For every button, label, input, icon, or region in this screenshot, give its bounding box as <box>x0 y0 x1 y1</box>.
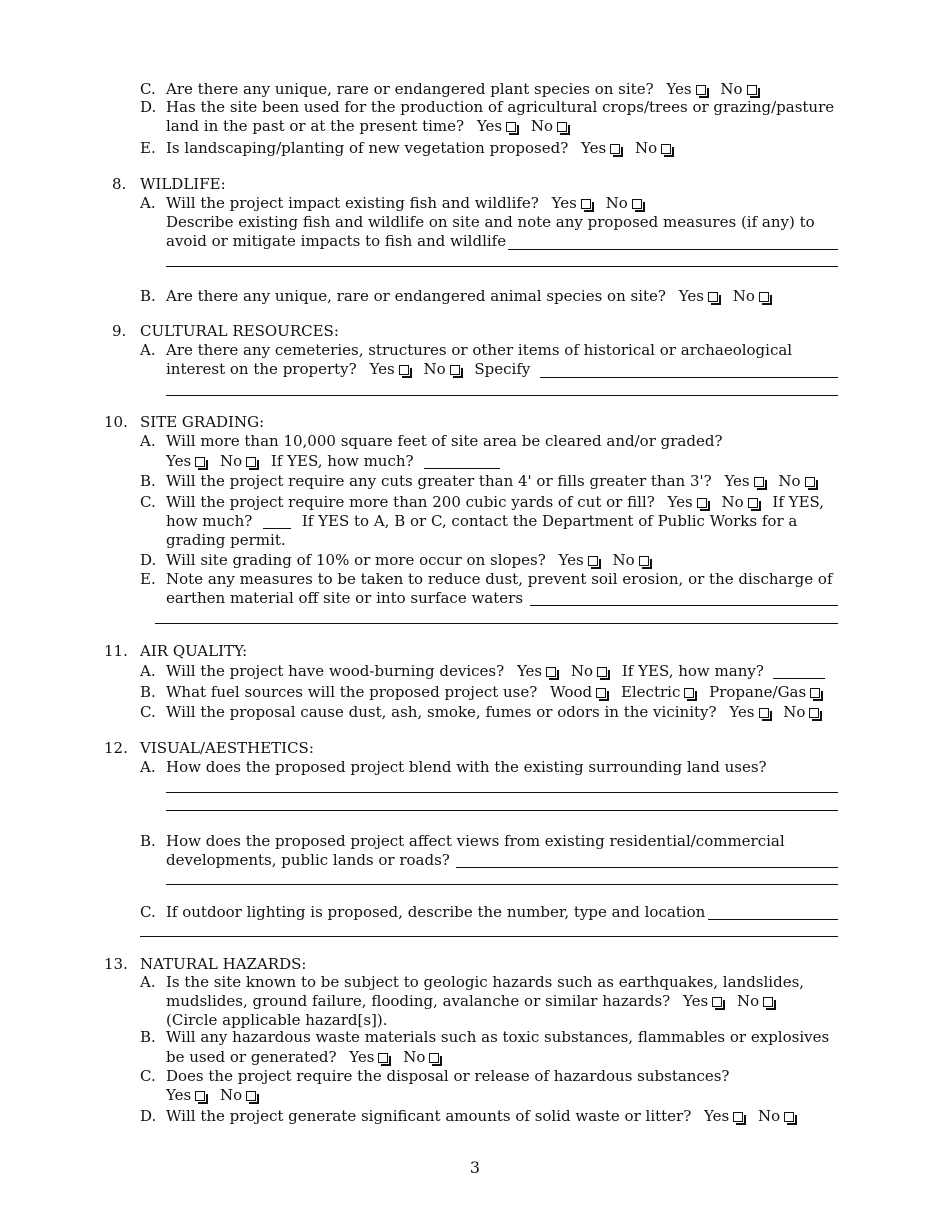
question-7c <box>140 80 759 99</box>
question-13c <box>140 1067 729 1086</box>
question-8a-desc-line2 <box>166 232 506 251</box>
question-13d <box>140 1107 796 1126</box>
question-text: Has the site been used for the production of agricultural crops/trees or grazing/pasture <box>166 98 835 116</box>
question-13c-line2 <box>166 1086 258 1105</box>
yes-label: Yes <box>551 194 577 212</box>
no-label: No <box>403 1048 426 1066</box>
question-8b <box>140 287 771 306</box>
question-text: Will any hazardous waste materials such as toxic substances, flammables or explosives <box>166 1028 830 1046</box>
question-text: how much? <box>166 512 253 530</box>
question-10c-line3 <box>166 531 286 550</box>
question-text: Will more than 10,000 square feet of site area be cleared and/or graded? <box>166 432 723 450</box>
no-checkbox[interactable] <box>246 1091 256 1101</box>
no-label: No <box>720 80 743 98</box>
question-text: Will the proposal cause dust, ash, smoke, fumes or odors in the vicinity? <box>166 703 717 721</box>
question-12b <box>140 832 785 851</box>
item-letter: A. <box>140 432 156 450</box>
how-many-field[interactable] <box>773 664 825 679</box>
item-letter: A. <box>140 341 156 359</box>
question-text: Are there any cemeteries, structures or other items of historical or archaeological <box>166 341 793 359</box>
no-label: No <box>423 360 446 378</box>
question-10b <box>140 472 817 491</box>
no-label: No <box>736 992 760 1010</box>
answer-line[interactable] <box>166 792 838 793</box>
question-11a <box>140 662 825 681</box>
yes-label: Yes <box>166 1086 192 1104</box>
question-10c-line2 <box>166 512 797 531</box>
answer-line[interactable] <box>166 884 838 885</box>
question-13b-line2 <box>166 1048 441 1067</box>
question-text: Are there any unique, rare or endangered animal species on site? <box>166 287 666 305</box>
ifyes-label: If YES, how much? <box>270 452 414 470</box>
section-10-heading <box>104 413 264 432</box>
section-13-heading <box>104 955 306 974</box>
yes-label: Yes <box>678 287 704 305</box>
no-checkbox[interactable] <box>759 292 769 302</box>
section-title: NATURAL HAZARDS: <box>140 955 307 973</box>
yes-checkbox[interactable] <box>610 144 620 154</box>
yes-label: Yes <box>558 551 584 569</box>
item-letter: B. <box>140 832 156 850</box>
section-number: 11. <box>104 642 128 660</box>
page-number: 3 <box>469 1158 481 1177</box>
no-checkbox[interactable] <box>784 1112 794 1122</box>
no-checkbox[interactable] <box>747 85 757 95</box>
no-label: No <box>605 194 628 212</box>
electric-checkbox[interactable] <box>684 688 694 698</box>
question-8a-desc <box>166 213 815 232</box>
item-letter: D. <box>140 1107 157 1125</box>
item-letter: A. <box>140 758 156 776</box>
question-11c <box>140 703 821 722</box>
question-text: Describe existing fish and wildlife on site and note any proposed measures (if any) to <box>166 213 815 231</box>
yes-checkbox[interactable] <box>733 1112 743 1122</box>
question-text: Is the site known to be subject to geologic hazards such as earthquakes, landslides, <box>166 973 805 991</box>
yes-label: Yes <box>667 493 693 511</box>
yes-label: Yes <box>369 360 395 378</box>
question-text: How does the proposed project blend with the existing surrounding land uses? <box>166 758 767 776</box>
how-much-field[interactable] <box>263 514 291 529</box>
question-text: grading permit. <box>166 531 286 549</box>
question-text: mudslides, ground failure, flooding, avalanche or similar hazards? <box>166 992 671 1010</box>
answer-line[interactable] <box>456 867 838 868</box>
question-7d <box>140 98 834 117</box>
yes-checkbox[interactable] <box>696 85 706 95</box>
answer-line[interactable] <box>508 249 838 250</box>
yes-checkbox[interactable] <box>588 556 598 566</box>
item-letter: B. <box>140 472 156 490</box>
yes-label: Yes <box>516 662 543 680</box>
yes-label: Yes <box>581 139 607 157</box>
section-9-heading <box>112 322 339 341</box>
question-10c <box>140 493 824 512</box>
yes-label: Yes <box>666 80 692 98</box>
item-letter: B. <box>140 287 156 305</box>
answer-line[interactable] <box>140 936 838 937</box>
answer-line[interactable] <box>166 266 838 267</box>
question-text: interest on the property? <box>166 360 357 378</box>
section-11-heading <box>104 642 247 661</box>
question-10a <box>140 432 723 451</box>
no-label: No <box>635 139 658 157</box>
specify-label: Specify <box>474 360 531 378</box>
yes-checkbox[interactable] <box>759 708 769 718</box>
ifyes-label: If YES, how many? <box>621 662 764 680</box>
item-letter: E. <box>140 570 156 588</box>
section-title: WILDLIFE: <box>140 175 226 193</box>
no-checkbox[interactable] <box>429 1053 439 1063</box>
specify-line[interactable] <box>540 377 838 378</box>
section-12-heading <box>104 739 314 758</box>
no-label: No <box>732 287 755 305</box>
question-text: Will the project require more than 200 cubic yards of cut or fill? <box>166 493 655 511</box>
question-9a <box>140 341 792 360</box>
question-text: If YES to A, B or C, contact the Department of Public Works for a <box>301 512 798 530</box>
no-label: No <box>612 551 635 569</box>
question-11b <box>140 683 822 702</box>
question-10e <box>140 570 833 589</box>
item-letter: E. <box>140 139 156 157</box>
question-text: How does the proposed project affect views from existing residential/commercial <box>166 832 785 850</box>
section-title: VISUAL/AESTHETICS: <box>140 739 314 757</box>
item-letter: C. <box>140 1067 156 1085</box>
question-12c <box>140 903 705 922</box>
section-number: 13. <box>104 955 128 973</box>
question-text: avoid or mitigate impacts to fish and wildlife <box>166 232 507 250</box>
question-text: Will the project impact existing fish and wildlife? <box>166 194 539 212</box>
section-8-heading <box>112 175 226 194</box>
question-text: If outdoor lighting is proposed, describe the number, type and location <box>166 903 706 921</box>
no-checkbox[interactable] <box>450 365 460 375</box>
yes-checkbox[interactable] <box>581 199 591 209</box>
item-letter: B. <box>140 683 156 701</box>
no-checkbox[interactable] <box>661 144 671 154</box>
section-title: CULTURAL RESOURCES: <box>140 322 339 340</box>
no-label: No <box>219 1086 243 1104</box>
item-letter: A. <box>140 662 156 680</box>
how-much-field[interactable] <box>424 454 500 469</box>
yes-checkbox[interactable] <box>506 122 516 132</box>
item-letter: D. <box>140 551 157 569</box>
yes-label: Yes <box>349 1048 375 1066</box>
yes-checkbox[interactable] <box>378 1053 388 1063</box>
propane-gas-checkbox[interactable] <box>810 688 820 698</box>
section-title: SITE GRADING: <box>140 413 265 431</box>
no-label: No <box>219 452 243 470</box>
yes-checkbox[interactable] <box>195 1091 205 1101</box>
no-checkbox[interactable] <box>763 997 773 1007</box>
question-text: Will the project have wood-burning devices? <box>166 662 505 680</box>
yes-checkbox[interactable] <box>697 498 707 508</box>
item-letter: C. <box>140 80 156 98</box>
answer-line[interactable] <box>166 395 838 396</box>
yes-checkbox[interactable] <box>195 457 205 467</box>
yes-checkbox[interactable] <box>712 997 722 1007</box>
question-text: Is landscaping/planting of new vegetation proposed? <box>166 139 569 157</box>
question-text: be used or generated? <box>166 1048 337 1066</box>
no-label: No <box>570 662 594 680</box>
question-text: What fuel sources will the proposed project use? <box>166 683 538 701</box>
no-checkbox[interactable] <box>748 498 758 508</box>
question-text: Will the project require any cuts greater than 4' or fills greater than 3'? <box>166 472 712 490</box>
question-8a <box>140 194 644 213</box>
question-text: land in the past or at the present time? <box>166 117 465 135</box>
no-label: No <box>758 1107 781 1125</box>
question-text: Note any measures to be taken to reduce dust, prevent soil erosion, or the discharge of <box>166 570 833 588</box>
no-checkbox[interactable] <box>805 477 815 487</box>
answer-line[interactable] <box>166 810 838 811</box>
answer-line[interactable] <box>530 605 838 606</box>
yes-label: Yes <box>476 117 503 135</box>
question-text: Are there any unique, rare or endangered plant species on site? <box>166 80 654 98</box>
no-checkbox[interactable] <box>557 122 567 132</box>
question-12b-line2 <box>166 851 450 870</box>
no-checkbox[interactable] <box>597 667 607 677</box>
item-letter: C. <box>140 903 156 921</box>
question-7e <box>140 139 673 158</box>
no-label: No <box>721 493 744 511</box>
section-number: 12. <box>104 739 128 757</box>
yes-label: Yes <box>682 992 709 1010</box>
section-number: 10. <box>104 413 128 431</box>
question-10d <box>140 551 651 570</box>
yes-label: Yes <box>724 472 750 490</box>
no-checkbox[interactable] <box>809 708 819 718</box>
ifyes-label: If YES, <box>772 493 825 511</box>
wood-label: Wood <box>550 683 593 701</box>
question-7d-line2 <box>166 117 569 136</box>
question-13a-line2 <box>166 992 775 1011</box>
question-13a <box>140 973 804 992</box>
no-checkbox[interactable] <box>639 556 649 566</box>
electric-label: Electric <box>620 683 681 701</box>
item-letter: B. <box>140 1028 156 1046</box>
item-letter: C. <box>140 493 156 511</box>
question-10e-line2 <box>166 589 523 608</box>
item-letter: A. <box>140 194 156 212</box>
section-title: AIR QUALITY: <box>140 642 248 660</box>
question-text: developments, public lands or roads? <box>166 851 450 869</box>
question-text: Does the project require the disposal or release of hazardous substances? <box>166 1067 730 1085</box>
propane-gas-label: Propane/Gas <box>709 683 807 701</box>
no-label: No <box>783 703 806 721</box>
yes-checkbox[interactable] <box>546 667 556 677</box>
yes-label: Yes <box>166 452 192 470</box>
question-text: (Circle applicable hazard[s]). <box>166 1011 388 1029</box>
item-letter: D. <box>140 98 157 116</box>
answer-line[interactable] <box>708 919 838 920</box>
yes-checkbox[interactable] <box>754 477 764 487</box>
section-number: 9. <box>112 322 127 340</box>
no-label: No <box>778 472 801 490</box>
yes-checkbox[interactable] <box>399 365 409 375</box>
question-12a <box>140 758 767 777</box>
yes-checkbox[interactable] <box>708 292 718 302</box>
question-13b <box>140 1028 829 1047</box>
question-10a-line2 <box>166 452 500 471</box>
no-label: No <box>530 117 553 135</box>
answer-line[interactable] <box>155 623 838 624</box>
item-letter: C. <box>140 703 156 721</box>
wood-checkbox[interactable] <box>596 688 606 698</box>
no-checkbox[interactable] <box>246 457 256 467</box>
question-text: Will the project generate significant amounts of solid waste or litter? <box>166 1107 692 1125</box>
question-9a-line2 <box>166 360 530 379</box>
item-letter: A. <box>140 973 156 991</box>
question-text: Will site grading of 10% or more occur on slopes? <box>166 551 546 569</box>
yes-label: Yes <box>729 703 755 721</box>
question-text: earthen material off site or into surface waters <box>166 589 524 607</box>
yes-label: Yes <box>704 1107 730 1125</box>
no-checkbox[interactable] <box>632 199 642 209</box>
section-number: 8. <box>112 175 127 193</box>
